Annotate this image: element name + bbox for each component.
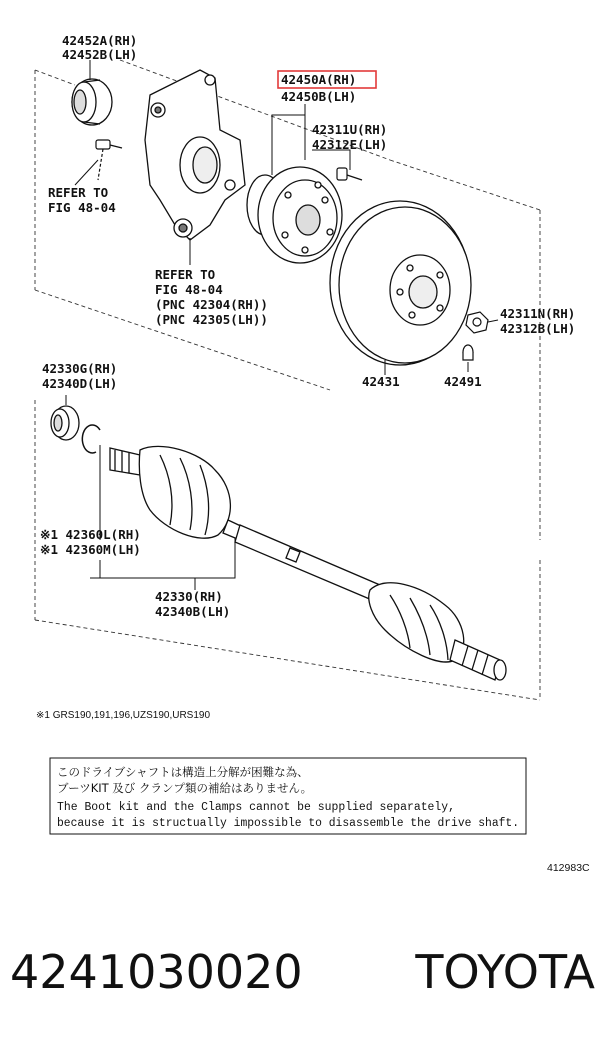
- label-disc: 42431: [362, 374, 400, 389]
- label-hub-rh[interactable]: 42450A(RH): [281, 72, 357, 87]
- applicability-footnote: ※1 GRS190,191,196,UZS190,URS190: [36, 710, 211, 721]
- bearing-part: [72, 79, 112, 125]
- label-bolt-rh: 42311U(RH): [312, 122, 388, 137]
- label-seal-lh: 42340D(LH): [42, 376, 118, 391]
- label-nut-lh: 42312B(LH): [500, 321, 576, 336]
- steering-knuckle: [145, 70, 245, 240]
- label-plug: 42491: [444, 374, 482, 389]
- brand-name: TOYOTA: [415, 945, 595, 999]
- label-refer2-a: REFER TO: [155, 267, 216, 282]
- part-labels: [40, 33, 575, 619]
- part-number: 4241030020: [10, 945, 303, 999]
- label-refer2-d: (PNC 42305(LH)): [155, 312, 268, 327]
- label-shaft-lh: 42340B(LH): [155, 604, 231, 619]
- brake-disc: [330, 201, 471, 365]
- label-hub-lh[interactable]: 42450B(LH): [281, 89, 357, 104]
- part-number-line: [10, 932, 595, 1012]
- label-boot-rh: ※1 42360L(RH): [40, 527, 141, 542]
- knuckle-bolt: [96, 140, 122, 180]
- label-bolt-lh: 42312E(LH): [312, 137, 388, 152]
- hole-plug: [463, 345, 473, 360]
- notice-ja-line2: ブーツKIT 及び クランプ類の補給はありません。: [57, 781, 313, 795]
- label-refer2-b: FIG 48-04: [155, 282, 223, 297]
- notice-en-line1: The Boot kit and the Clamps cannot be supplied separately,: [57, 801, 455, 814]
- notice-box: [50, 758, 526, 834]
- oil-seal: [51, 406, 79, 440]
- label-bearing-lh: 42452B(LH): [62, 47, 138, 62]
- diagram-code: 412983C: [547, 862, 590, 874]
- notice-en-line2: because it is structually impossible to disassemble the drive shaft.: [57, 817, 519, 830]
- label-refer2-c: (PNC 42304(RH)): [155, 297, 268, 312]
- notice-ja-line1: このドライブシャフトは構造上分解が困難な為、: [57, 765, 309, 779]
- hub-nut: [466, 312, 488, 333]
- drive-shaft: [110, 446, 506, 680]
- hub-assembly: [247, 167, 342, 263]
- label-shaft-rh: 42330(RH): [155, 589, 223, 604]
- label-nut-rh: 42311N(RH): [500, 306, 576, 321]
- label-boot-lh: ※1 42360M(LH): [40, 542, 141, 557]
- label-refer1-b: FIG 48-04: [48, 200, 116, 215]
- label-seal-rh: 42330G(RH): [42, 361, 118, 376]
- label-refer1-a: REFER TO: [48, 185, 109, 200]
- snap-ring: [82, 425, 100, 453]
- label-bearing-rh: 42452A(RH): [62, 33, 138, 48]
